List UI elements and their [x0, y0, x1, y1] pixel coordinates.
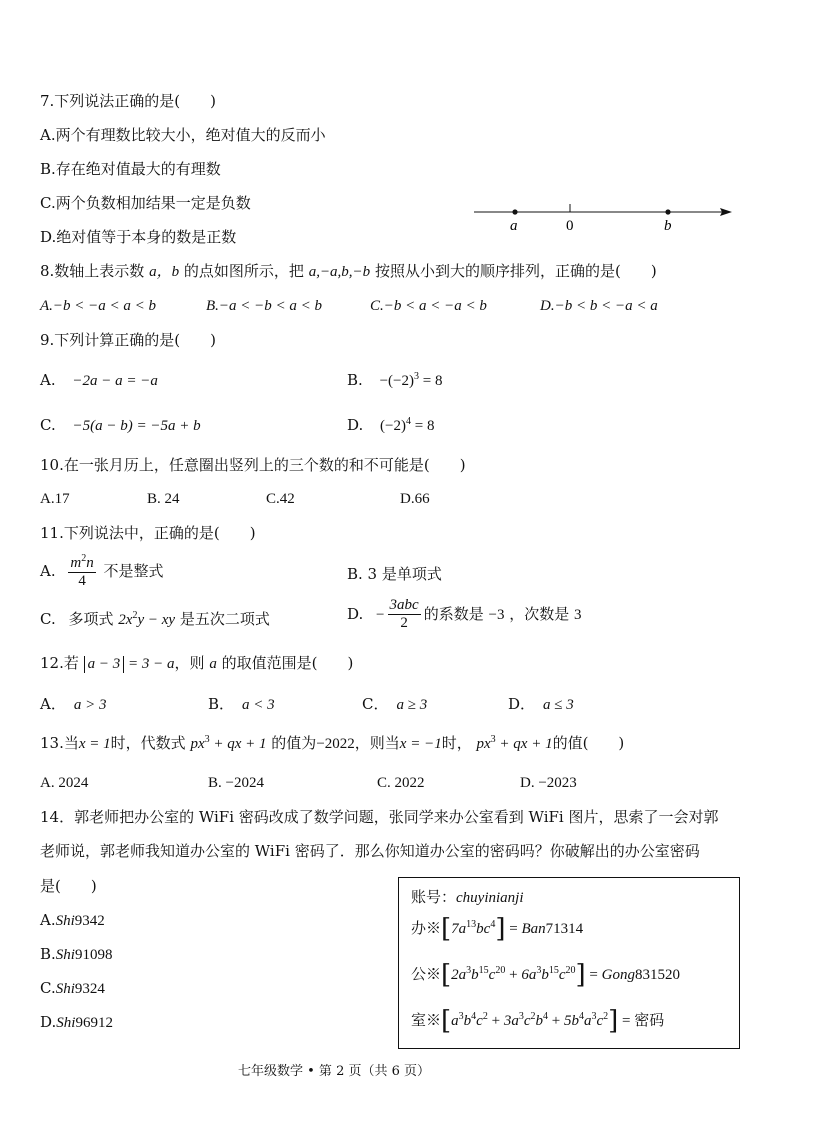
q9-d-pre: (−2) — [380, 418, 406, 434]
q8-stem-mid: 的点如图所示，把 — [183, 262, 304, 280]
q12-option-a — [40, 695, 106, 714]
q14-d-it: Shi — [56, 1015, 76, 1031]
q12-stem-eq: = 3 − a — [124, 656, 175, 672]
q9-d-post: = 8 — [411, 418, 435, 434]
q12-abs-expr: a − 3 — [84, 656, 125, 673]
q11-d-fraction — [388, 597, 421, 633]
wifi-row2-result-num: 831520 — [634, 967, 680, 983]
q12-stem — [40, 654, 353, 673]
q11-d-text2: ，次数是 — [509, 604, 570, 623]
number-line-figure — [470, 198, 740, 238]
q13-option-b: B. −2024 — [208, 775, 264, 791]
q8-list: a,−a,b,−b — [308, 264, 371, 280]
q11-d-deg: 3 — [574, 606, 582, 623]
q13-stem — [40, 734, 624, 753]
q14-d-num: 96912 — [75, 1015, 113, 1031]
q13-stem-3: 的值为 — [271, 734, 317, 752]
q8-option-c: C.−b < a < −a < b — [370, 298, 487, 314]
q13-val: −2022 — [316, 736, 355, 752]
q9-option-c — [40, 416, 201, 435]
q14-option-c — [40, 979, 105, 998]
q11-option-b: B. 3 是单项式 — [347, 565, 442, 583]
q12-c-label: C． — [362, 695, 389, 713]
q7-stem: 7.下列说法正确的是( ) — [40, 92, 217, 110]
q12-stem-pre: 12.若 — [40, 654, 79, 672]
q12-option-c — [362, 695, 427, 714]
q9-stem: 9.下列计算正确的是( ) — [40, 331, 217, 349]
q9-a-expr: −2a − a = −a — [72, 373, 158, 389]
q9-c-expr: −5(a − b) = −5a + b — [72, 418, 201, 434]
q9-d-label: D. — [347, 416, 364, 434]
q9-c-label: C. — [40, 416, 56, 434]
label-zero: 0 — [566, 218, 574, 234]
wifi-row1-label: 办※ — [411, 919, 442, 937]
q9-option-d — [347, 416, 434, 435]
q11-c-post: 是五次二项式 — [179, 610, 270, 628]
q12-a-expr: a > 3 — [73, 697, 107, 713]
q10-option-a: A.17 — [40, 491, 70, 507]
q14-option-a — [40, 911, 105, 930]
q13-option-c: C. 2022 — [377, 775, 425, 791]
q14-d-label: D. — [40, 1013, 57, 1031]
q11-option-d — [347, 597, 582, 633]
q11-a-num-n: n — [86, 555, 94, 571]
q12-stem-end: 的取值范围是( ) — [221, 654, 354, 672]
q13-option-a: A. 2024 — [40, 775, 89, 791]
q9-d-exp: 4 — [406, 416, 411, 427]
q8-option-b: B.−a < −b < a < b — [206, 298, 323, 314]
wifi-row2-label: 公※ — [411, 965, 442, 983]
q10-stem: 10.在一张月历上，任意圈出竖列上的三个数的和不可能是( ) — [40, 456, 466, 474]
q7-option-d: D.绝对值等于本身的数是正数 — [40, 228, 237, 246]
q11-a-num-exp: 2 — [81, 553, 87, 564]
q8-stem — [40, 262, 657, 281]
q11-d-label: D. — [347, 604, 364, 623]
page-footer: 七年级数学 • 第 2 页（共 6 页） — [238, 1064, 431, 1079]
q14-a-label: A. — [40, 911, 56, 929]
q13-stem-1: 13.当 — [40, 734, 79, 752]
q11-option-a — [40, 553, 164, 591]
q10-option-d: D.66 — [400, 491, 430, 507]
q13-cond-1: x = 1 — [78, 736, 111, 752]
q12-option-b — [208, 695, 275, 714]
q13-exp-repeat: 3 — [490, 734, 496, 745]
q12-option-d — [508, 695, 574, 714]
q11-option-c — [40, 610, 270, 629]
wifi-account-label: 账号： — [411, 888, 457, 906]
q8-vars: a，b — [149, 264, 180, 280]
q11-c-exp: 2 — [132, 610, 138, 621]
q11-d-num: 3abc — [388, 597, 421, 615]
wifi-row-ban: 办$※[7a^{13}bc^4] = Ban71314$ — [411, 914, 584, 944]
q11-d-minus: − — [376, 606, 385, 623]
q8-stem-post: 按照从小到大的顺序排列，正确的是( ) — [374, 262, 657, 280]
q13-expr-a: px — [190, 736, 205, 752]
q11-a-text: 不是整式 — [103, 561, 164, 580]
wifi-password-box — [398, 877, 740, 1049]
q14-b-it: Shi — [55, 947, 75, 963]
q12-d-label: D． — [508, 695, 536, 713]
q13-cond-2: x = −1 — [399, 736, 442, 752]
q13-stem-4: ，则当 — [354, 734, 400, 752]
q9-b-label: B. — [347, 371, 363, 389]
q8-option-d: D.−b < b < −a < a — [540, 298, 658, 314]
q12-b-label: B． — [208, 695, 235, 713]
q14-option-d — [40, 1013, 113, 1032]
q10-option-c: C.42 — [266, 491, 295, 507]
q12-stem-post: ，则 — [174, 654, 205, 672]
q13-exp: 3 — [204, 734, 210, 745]
q8-option-a: A.−b < −a < a < b — [40, 298, 157, 314]
q7-option-c: C.两个负数相加结果一定是负数 — [40, 194, 251, 212]
wifi-account — [411, 888, 524, 907]
q11-c-label: C. — [40, 610, 56, 628]
wifi-row-shi: 室$※[a^3b^4c^2 + 3a^3c^2b^4 + 5b^4a^3c^2]$ = 密码 — [411, 1006, 665, 1036]
q10-option-b: B. 24 — [147, 491, 180, 507]
q13-expr-b-repeat: + qx + 1 — [495, 736, 553, 752]
q14-stem-line1: 14．郭老师把办公室的 WiFi 密码改成了数学问题，张同学来办公室看到 WiFi 图片，思索了一会对郭 — [40, 808, 719, 826]
q9-option-b — [347, 371, 442, 390]
q11-stem: 11.下列说法中，正确的是( ) — [40, 524, 256, 542]
q14-c-num: 9324 — [74, 981, 105, 997]
q11-a-num-m: m — [70, 555, 82, 571]
q13-stem-2: 时，代数式 — [110, 734, 186, 752]
q8-stem-pre: 8.数轴上表示数 — [40, 262, 145, 280]
q13-stem-5: 时， — [441, 734, 472, 752]
q11-d-coef: −3 — [488, 606, 505, 623]
q14-c-label: C. — [40, 979, 56, 997]
q14-b-label: B. — [40, 945, 56, 963]
q14-option-b — [40, 945, 112, 964]
point-b — [665, 209, 670, 214]
wifi-row1-result-num: 71314 — [545, 921, 584, 937]
q7-option-b: B.存在绝对值最大的有理数 — [40, 160, 221, 178]
q12-d-expr: a ≤ 3 — [543, 697, 574, 713]
point-a — [512, 209, 517, 214]
q13-expr-a-repeat: px — [476, 736, 491, 752]
q11-d-den: 2 — [400, 615, 408, 632]
wifi-row-gong: 公$※[2a^3b^{15}c^{20} + 6a^3b^{15}c^{20}]$ = Gong831520 — [411, 960, 680, 990]
q11-c-expr2: y − xy — [137, 612, 176, 628]
q14-b-num: 91098 — [74, 947, 113, 963]
wifi-row3-result: 密码 — [634, 1011, 665, 1029]
q12-b-expr: a < 3 — [242, 697, 275, 713]
q14-c-it: Shi — [55, 981, 75, 997]
q12-var: a — [209, 656, 217, 672]
q13-option-d: D. −2023 — [520, 775, 577, 791]
q7-option-a: A.两个有理数比较大小，绝对值大的反而小 — [40, 126, 326, 144]
wifi-row3-label: 室※ — [411, 1011, 442, 1029]
q13-expr-b: + qx + 1 — [209, 736, 267, 752]
q13-stem-6: 的值( ) — [552, 734, 625, 752]
q9-b-pre: −(−2) — [379, 373, 414, 389]
q14-a-it: Shi — [55, 913, 75, 929]
q12-c-expr: a ≥ 3 — [396, 697, 428, 713]
wifi-row1-result-it: Ban — [521, 921, 546, 937]
q11-a-label: A. — [40, 561, 56, 580]
q9-b-exp: 3 — [414, 371, 419, 382]
wifi-account-value: chuyinianji — [456, 890, 524, 906]
q11-a-den: 4 — [78, 573, 86, 590]
wifi-row2-result-it: Gong — [601, 967, 635, 983]
q11-c-expr1: 2x — [118, 612, 133, 628]
q14-stem-line2: 老师说，郭老师我知道办公室的 WiFi 密码了．那么你知道办公室的密码吗？你破解出的办公室密码 — [40, 842, 700, 860]
q14-stem-line3: 是( ) — [40, 877, 97, 895]
q9-option-a — [40, 371, 158, 390]
q12-a-label: A． — [40, 695, 66, 713]
q11-c-pre: 多项式 — [68, 610, 114, 628]
q9-a-label: A. — [40, 371, 56, 389]
label-b: b — [664, 218, 672, 234]
q14-a-num: 9342 — [74, 913, 105, 929]
q11-d-text1: 的系数是 — [423, 604, 484, 623]
q9-b-post: = 8 — [419, 373, 443, 389]
q11-a-fraction — [68, 553, 95, 591]
label-a: a — [510, 218, 518, 234]
